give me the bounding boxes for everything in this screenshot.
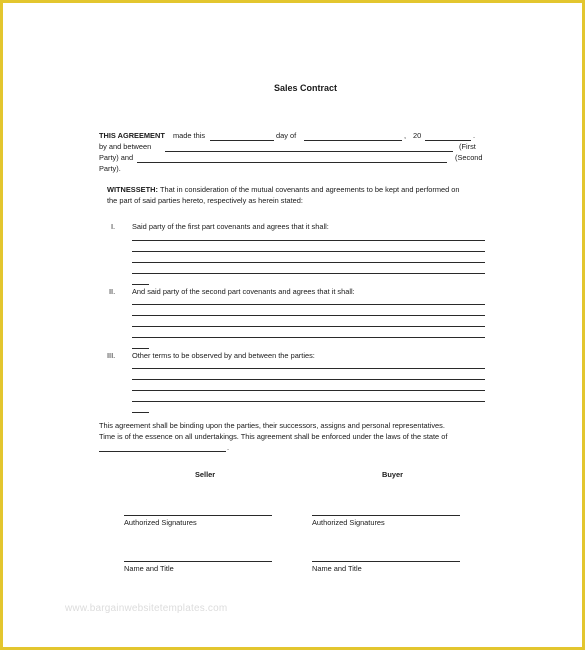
section-3-blank-short [132,412,149,413]
buyer-label: Buyer [382,470,403,479]
seller-label: Seller [195,470,216,479]
second-party-blank [137,162,447,163]
agreement-party-close: Party). [99,164,121,173]
witnesseth-line-2: the part of said parties hereto, respectively as herein stated: [107,196,303,205]
section-1-numeral: I. [111,222,116,231]
agreement-made-this: made this [173,131,206,140]
agreement-comma: , [404,131,407,140]
seller-name-title-label: Name and Title [124,564,174,573]
agreement-by-between: by and between [99,142,152,151]
section-3-blank-line [132,368,485,369]
binding-line-3-end: . [227,443,230,452]
state-blank [99,451,226,452]
agreement-year-prefix: 20 [413,131,422,140]
agreement-lead: THIS AGREEMENT [99,131,165,140]
section-2-blank-short [132,348,149,349]
agreement-second-party: (Second [455,153,483,162]
section-1-blank-line [132,273,485,274]
section-2-text: And said party of the second part covenants and agrees that it shall: [132,287,355,296]
section-2-blank-line [132,315,485,316]
date-day-blank [210,140,274,141]
section-2-blank-line [132,326,485,327]
agreement-party-and: Party) and [99,153,134,162]
section-2-blank-line [132,304,485,305]
binding-line-1: This agreement shall be binding upon the parties, their successors, assigns and personal representatives. [99,421,445,430]
date-month-blank [304,140,402,141]
buyer-name-line [312,561,460,562]
witnesseth-line-1: That in consideration of the mutual covenants and agreements to be kept and performed on [160,185,460,194]
seller-authorized-label: Authorized Signatures [124,518,197,527]
section-1-blank-line [132,240,485,241]
section-1-text: Said party of the first part covenants and agrees that it shall: [132,222,329,231]
seller-signature-line [124,515,272,516]
document-title: Sales Contract [273,83,338,93]
section-3-blank-line [132,379,485,380]
watermark: www.bargainwebsitetemplates.com [65,603,228,614]
seller-name-line [124,561,272,562]
agreement-first-party: (First [459,142,476,151]
buyer-name-title-label: Name and Title [312,564,362,573]
buyer-authorized-label: Authorized Signatures [312,518,385,527]
binding-line-2: Time is of the essence on all undertakings. This agreement shall be enforced under the laws of the state of [99,432,448,441]
buyer-signature-line [312,515,460,516]
section-2-numeral: II. [109,287,116,296]
witnesseth-lead: WITNESSETH: [107,185,158,194]
section-3-blank-line [132,401,485,402]
section-1-blank-short [132,284,149,285]
section-3-blank-line [132,390,485,391]
section-3-numeral: III. [107,351,116,360]
section-3-text: Other terms to be observed by and between the parties: [132,351,315,360]
agreement-period: . [473,131,476,140]
date-year-blank [425,140,471,141]
section-2-blank-line [132,337,485,338]
agreement-day-of: day of [276,131,297,140]
section-1-blank-line [132,251,485,252]
section-1-blank-line [132,262,485,263]
first-party-blank [165,151,453,152]
